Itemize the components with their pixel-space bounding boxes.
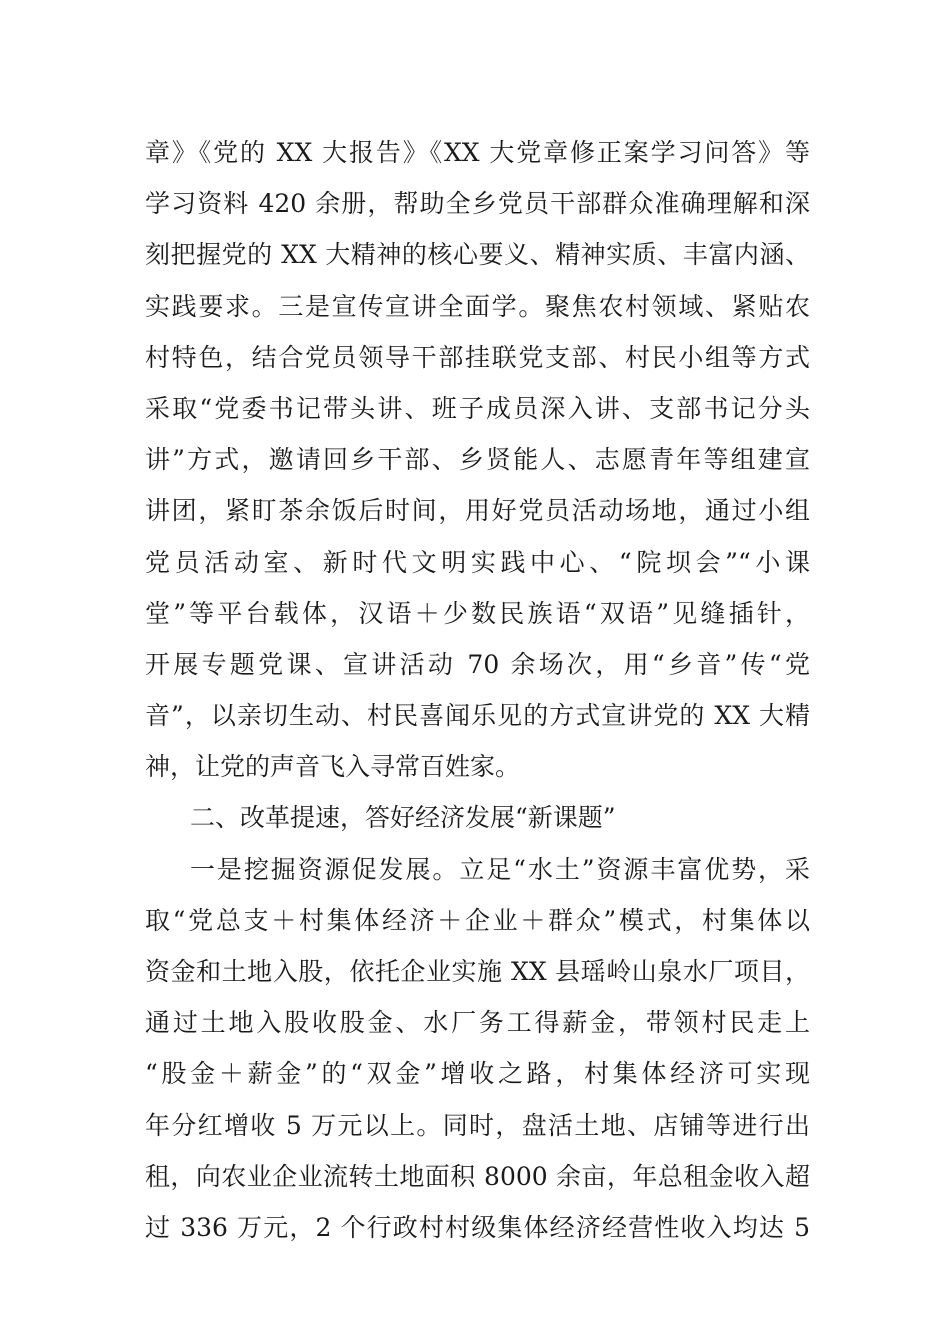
text-line: 讲团，紧盯茶余饭后时间，用好党员活动场地，通过小组 <box>145 496 810 526</box>
text-line: 年分红增收 5 万元以上。同时，盘活土地、店铺等进行出 <box>145 1110 810 1140</box>
text-line: 堂”等平台载体，汉语＋少数民族语“双语”见缝插针， <box>145 598 810 628</box>
text-line: 采取“党委书记带头讲、班子成员深入讲、支部书记分头 <box>145 393 810 423</box>
text-line: 过 336 万元，2 个行政村村级集体经济经营性收入均达 5 <box>145 1212 810 1242</box>
text-line: 通过土地入股收股金、水厂务工得薪金，带领村民走上 <box>145 1008 810 1038</box>
text-line: 音”，以亲切生动、村民喜闻乐见的方式宣讲党的 XX 大精 <box>145 701 810 731</box>
body-text <box>145 127 810 1253</box>
text-line: 资金和土地入股，依托企业实施 XX 县瑶岭山泉水厂项目， <box>145 957 810 986</box>
text-line: 章》《党的 XX 大报告》《XX 大党章修正案学习问答》等 <box>145 138 810 167</box>
text-line: 取“党总支＋村集体经济＋企业＋群众”模式，村集体以 <box>145 905 810 935</box>
text-line: 村特色，结合党员领导干部挂联党支部、村民小组等方式 <box>145 342 810 372</box>
text-line: 讲”方式，邀请回乡干部、乡贤能人、志愿青年等组建宣 <box>145 445 810 475</box>
text-line: 刻把握党的 XX 大精神的核心要义、精神实质、丰富内涵、 <box>145 240 810 270</box>
text-line: 开展专题党课、宣讲活动 70 余场次，用“乡音”传“党 <box>145 649 810 679</box>
text-line: 实践要求。三是宣传宣讲全面学。聚焦农村领域、紧贴农 <box>145 291 810 321</box>
text-line: 党员活动室、新时代文明实践中心、“院坝会”“小课 <box>145 547 810 577</box>
text-line: “股金＋薪金”的“双金”增收之路，村集体经济可实现 <box>145 1059 810 1089</box>
text-line: 学习资料 420 余册，帮助全乡党员干部群众准确理解和深 <box>145 189 810 219</box>
text-line: 一是挖掘资源促发展。立足“水土”资源丰富优势，采 <box>190 854 810 884</box>
text-line: 租，向农业企业流转土地面积 8000 余亩，年总租金收入超 <box>145 1161 810 1191</box>
text-line: 神，让党的声音飞入寻常百姓家。 <box>145 752 521 782</box>
section-heading: 二、改革提速，答好经济发展“新课题” <box>190 803 616 833</box>
